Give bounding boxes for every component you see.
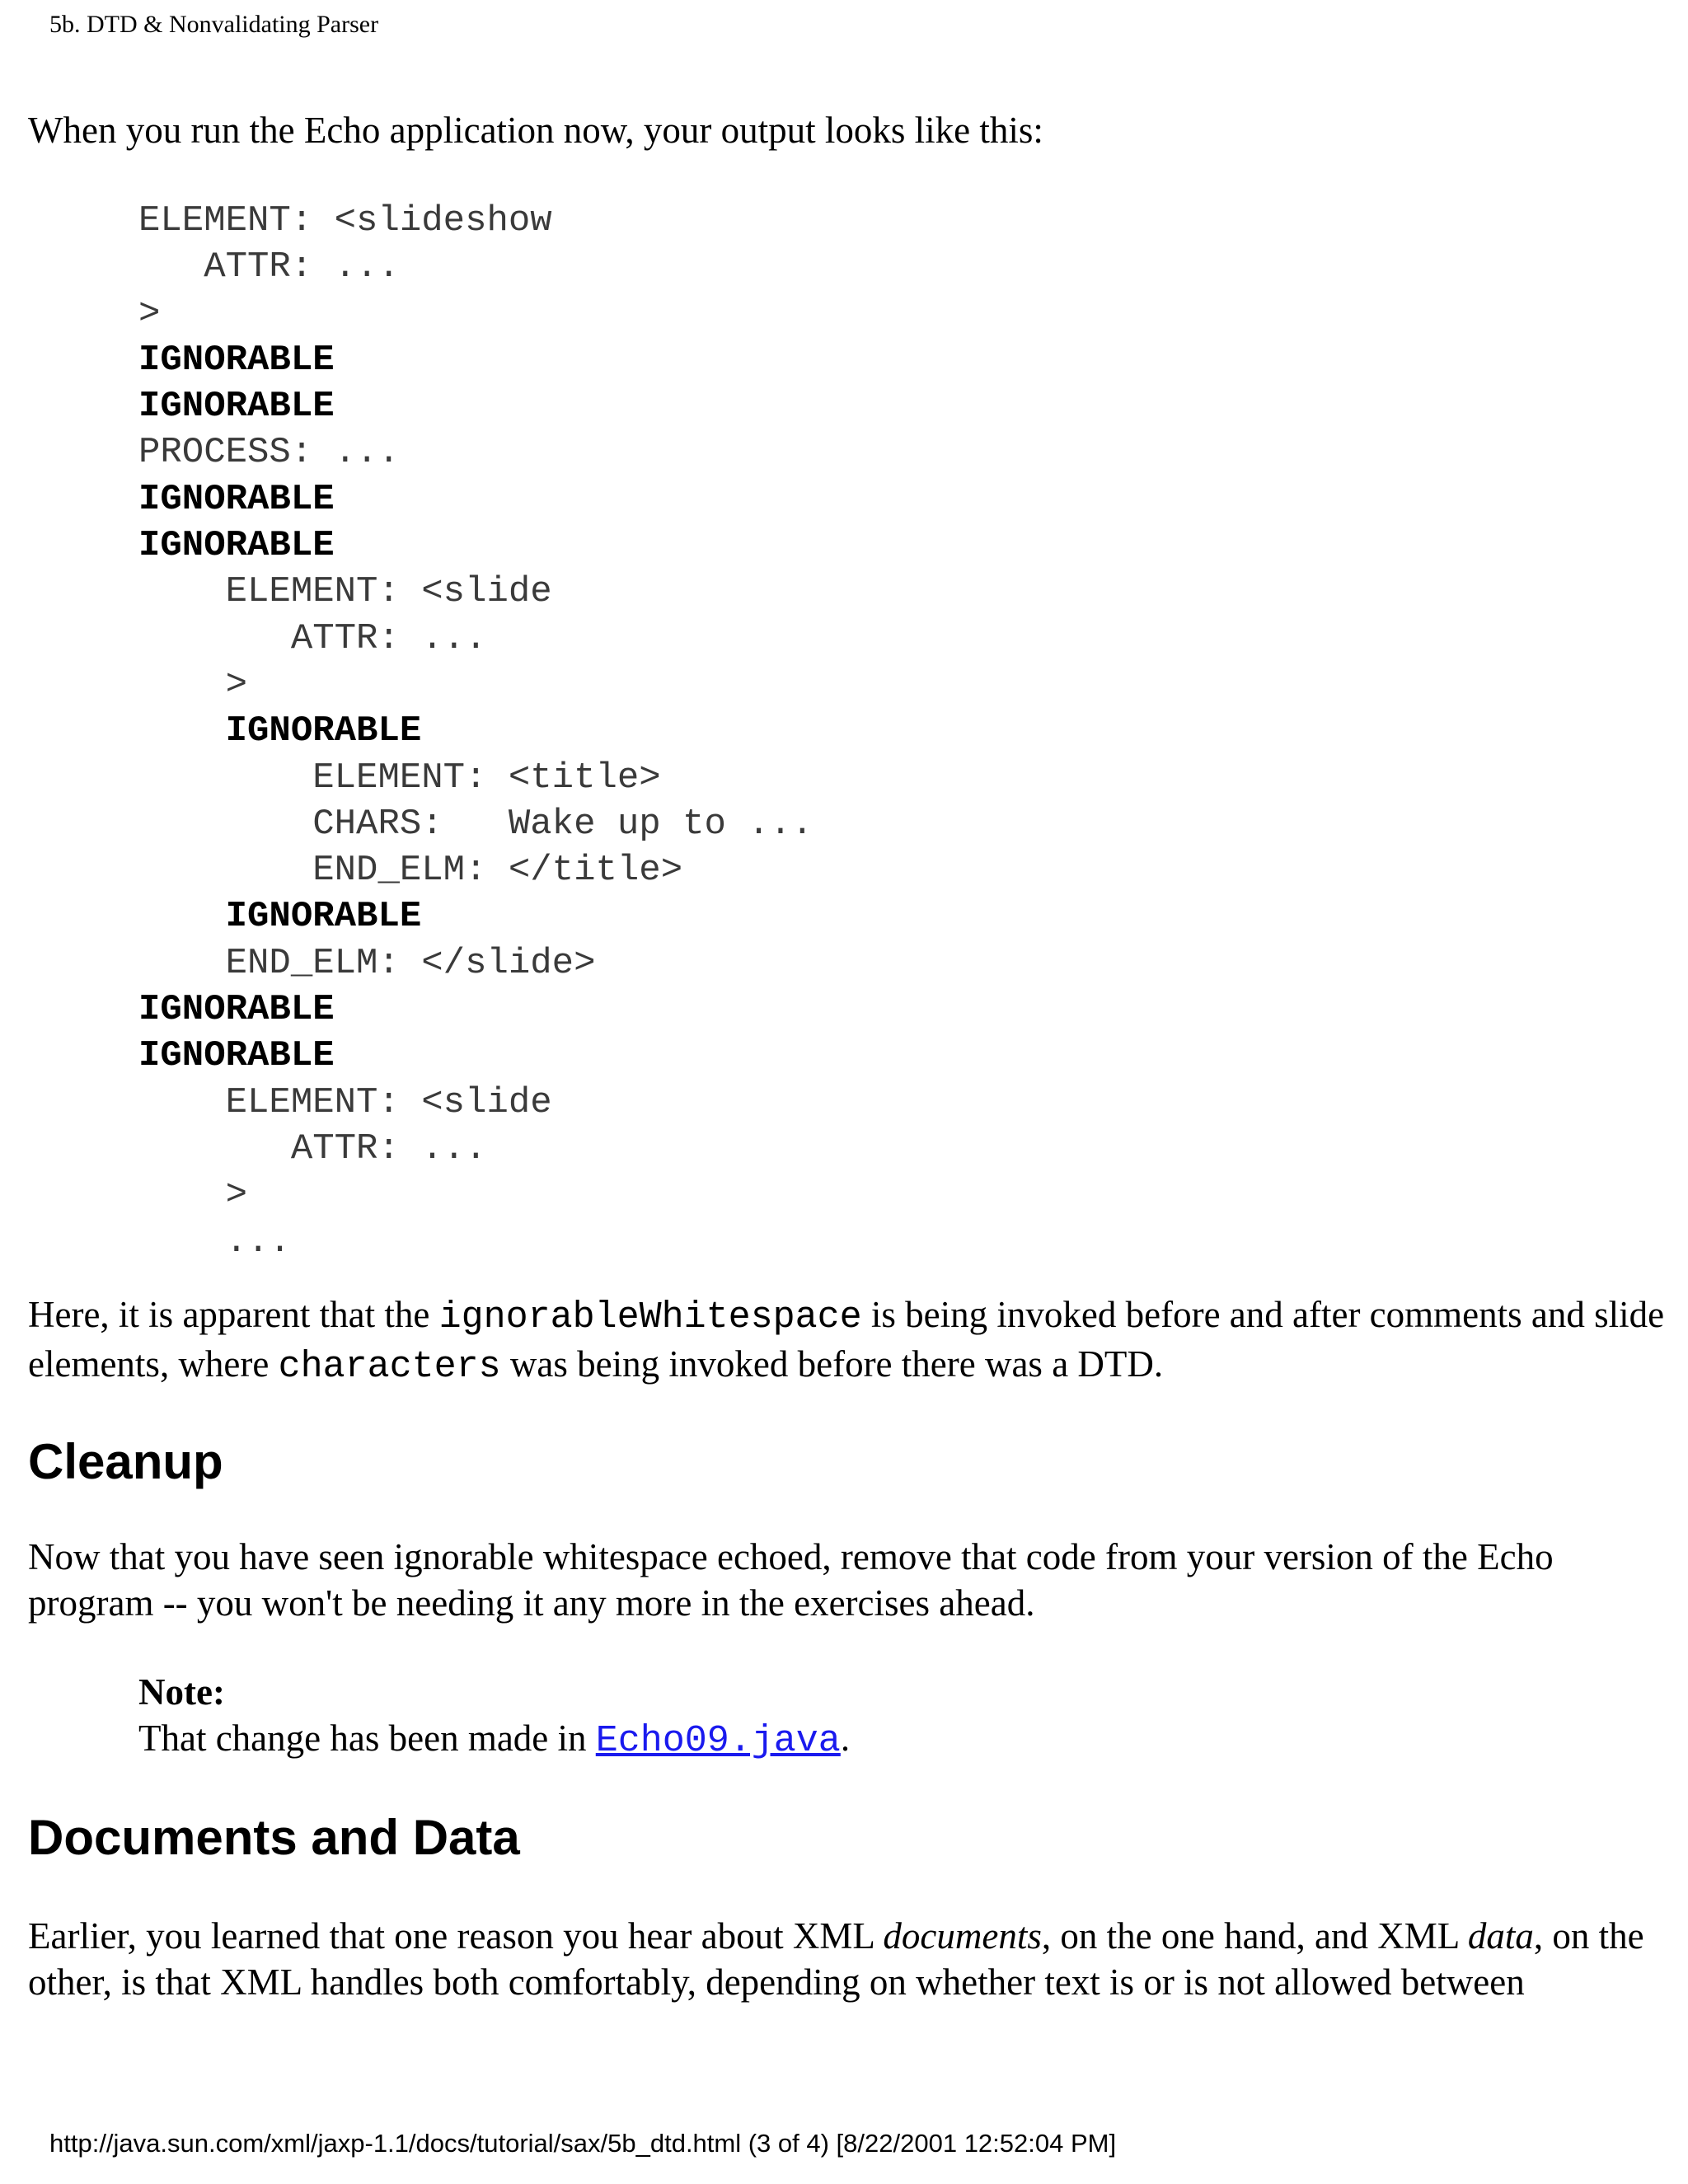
code-line: IGNORABLE: [138, 525, 335, 567]
code-line: ATTR: ...: [138, 1127, 487, 1169]
code-line: IGNORABLE: [138, 339, 335, 381]
documents-and-data-paragraph: [28, 1913, 1668, 2005]
docs-text-3: , on the other, is that XML handles both comfortably, depending on whether text is or is not allowed between: [28, 1915, 1644, 2003]
note-block: [28, 1669, 1668, 1765]
docs-em-documents: documents: [883, 1915, 1042, 1957]
code-line: IGNORABLE: [138, 989, 335, 1031]
page-header-title: 5b. DTD & Nonvalidating Parser: [49, 11, 379, 38]
code-line: CHARS: Wake up to ...: [138, 803, 814, 845]
cleanup-heading: Cleanup: [28, 1433, 223, 1489]
explanation-text-3: was being invoked before there was a DTD.: [500, 1343, 1164, 1385]
note-title: Note:: [138, 1671, 225, 1713]
code-line: >: [138, 1174, 248, 1216]
code-line: IGNORABLE: [138, 478, 335, 520]
code-line: ELEMENT: <slideshow: [138, 200, 552, 241]
code-line: ELEMENT: <slide: [138, 1081, 552, 1123]
page-footer-url: http://java.sun.com/xml/jaxp-1.1/docs/tutorial/sax/5b_dtd.html (3 of 4) [8/22/2001 12:52:04 PM]: [49, 2129, 1117, 2158]
code-line: END_ELM: </title>: [138, 850, 683, 892]
code-line: IGNORABLE: [138, 710, 422, 752]
explanation-paragraph: [28, 1291, 1668, 1390]
code-line: IGNORABLE: [138, 896, 422, 938]
code-line: >: [138, 663, 248, 705]
code-line: IGNORABLE: [138, 386, 335, 428]
code-ignorable-whitespace: ignorableWhitespace: [438, 1296, 862, 1338]
code-output-block: [28, 198, 1668, 1265]
cleanup-paragraph: Now that you have seen ignorable whitespace echoed, remove that code from your version of the Echo program -- you won't be needing it any more in the exercises ahead.: [28, 1535, 1554, 1624]
intro-paragraph: When you run the Echo application now, your output looks like this:: [28, 110, 1043, 151]
code-line: ATTR: ...: [138, 617, 487, 659]
docs-text-2: , on the one hand, and XML: [1041, 1915, 1468, 1957]
docs-text-1: Earlier, you learned that one reason you hear about XML: [28, 1915, 884, 1957]
note-text-after: .: [840, 1717, 851, 1759]
code-line: ...: [138, 1221, 291, 1263]
code-line: ELEMENT: <slide: [138, 571, 552, 613]
note-text: [138, 1715, 1668, 1765]
code-line: PROCESS: ...: [138, 432, 400, 474]
main-content: [28, 107, 1668, 2005]
code-line: ELEMENT: <title>: [138, 757, 661, 799]
code-characters: characters: [278, 1345, 501, 1388]
note-text-before: That change has been made in: [138, 1717, 596, 1759]
code-line: ATTR: ...: [138, 246, 400, 288]
docs-em-data: data: [1467, 1915, 1534, 1957]
code-line: IGNORABLE: [138, 1035, 335, 1077]
explanation-text-1: Here, it is apparent that the: [28, 1293, 439, 1335]
documents-and-data-heading: Documents and Data: [28, 1809, 520, 1865]
code-line: END_ELM: </slide>: [138, 942, 596, 984]
explanation-text-2: is being invoked before and after comments and slide elements, where: [28, 1293, 1665, 1385]
code-line: >: [138, 293, 161, 335]
echo09-java-link[interactable]: Echo09.java: [595, 1719, 841, 1762]
